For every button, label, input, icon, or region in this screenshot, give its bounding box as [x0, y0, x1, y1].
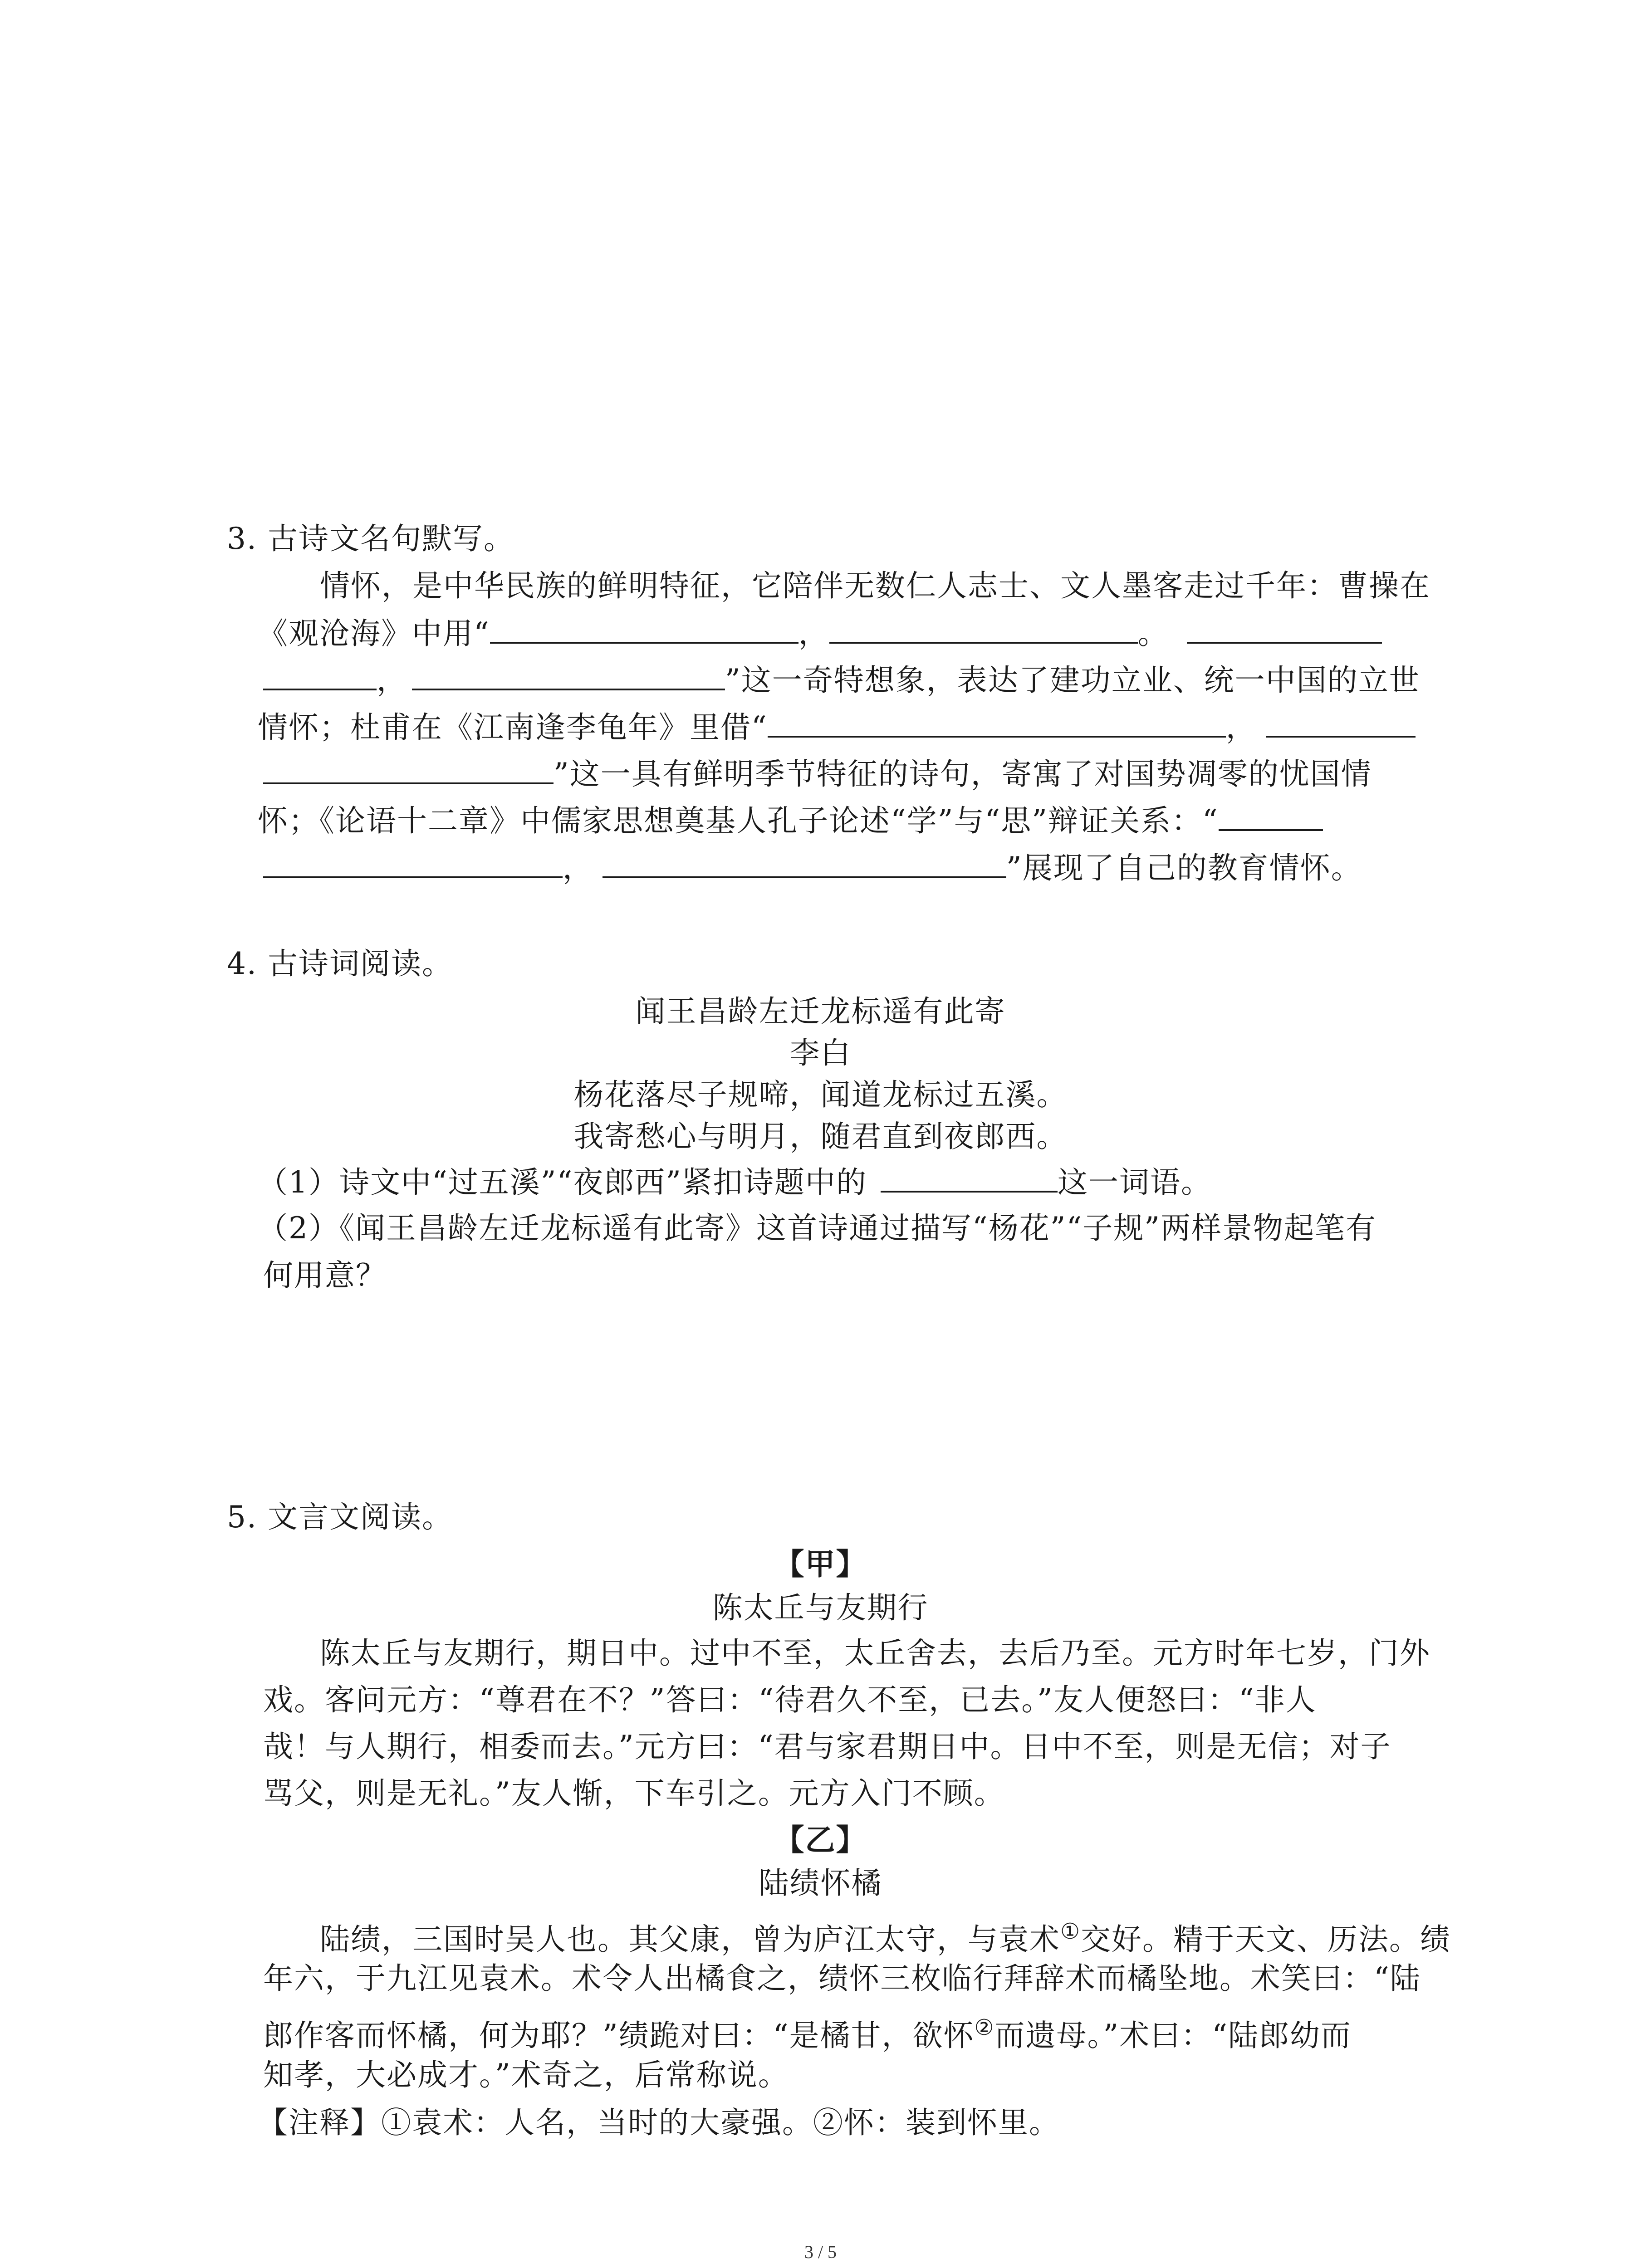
footnote-marker: ② — [974, 2015, 995, 2040]
poem-line-2: 我寄愁心与明月，随君直到夜郎西。 — [573, 1119, 1068, 1154]
answer-blank[interactable] — [768, 709, 1226, 738]
poem-line-1: 杨花落尽子规啼，闻道龙标过五溪。 — [573, 1077, 1068, 1112]
q3-line-2: 《观沧海》中用“ ， 。 — [258, 615, 1382, 652]
footnote-marker: ① — [1060, 1919, 1081, 1944]
answer-blank[interactable] — [1187, 615, 1382, 644]
answer-blank[interactable] — [263, 755, 554, 784]
passage-jia-line-2: 戏。客问元方：“尊君在不？”答曰：“待君久不至，已去。”友人便怒曰：“非人 — [263, 1682, 1317, 1717]
passage-jia-label: 【甲】 — [774, 1546, 867, 1582]
q4-title: 4. 古诗词阅读。 — [227, 946, 453, 981]
answer-blank[interactable] — [263, 661, 377, 690]
q5-title: 5. 文言文阅读。 — [227, 1500, 453, 1535]
q3-line-7: ， ”展现了自己的教育情怀。 — [263, 849, 1362, 886]
q3-title-text: 3. 古诗文名句默写。 — [227, 521, 514, 556]
passage-yi-line-2: 年六，于九江见袁术。术令人出橘食之，绩怀三枚临行拜辞术而橘坠地。术笑曰：“陆 — [263, 1961, 1421, 1996]
q3-line-1: 情怀，是中华民族的鲜明特征，它陪伴无数仁人志士、文人墨客走过千年：曹操在 — [320, 568, 1430, 603]
passage-jia-line-3: 哉！与人期行，相委而去。”元方曰：“君与家君期日中。日中不至，则是无信；对子 — [263, 1729, 1391, 1764]
page-number: 3 / 5 — [804, 2242, 837, 2262]
answer-blank[interactable] — [603, 849, 1006, 878]
q3-line-6: 怀；《论语十二章》中儒家思想奠基人孔子论述“学”与“思”辩证关系：“ — [258, 802, 1323, 839]
q4-sub-2-line-2: 何用意？ — [263, 1258, 387, 1293]
annotation-notes: 【注释】①袁术：人名，当时的大豪强。②怀：装到怀里。 — [258, 2105, 1060, 2140]
answer-blank[interactable] — [1219, 802, 1323, 831]
passage-yi-label: 【乙】 — [774, 1822, 867, 1857]
answer-blank[interactable] — [881, 1163, 1058, 1193]
answer-blank[interactable] — [412, 661, 725, 690]
answer-blank[interactable] — [490, 615, 798, 644]
q4-sub-1: （1）诗文中“过五溪”“夜郎西”紧扣诗题中的 这一词语。 — [258, 1163, 1212, 1201]
poem-title: 闻王昌龄左迁龙标遥有此寄 — [635, 994, 1006, 1029]
q4-sub-2-line-1: （2）《闻王昌龄左迁龙标遥有此寄》这首诗通过描写“杨花”“子规”两样景物起笔有 — [258, 1211, 1376, 1246]
answer-blank[interactable] — [829, 615, 1138, 644]
passage-jia-title: 陈太丘与友期行 — [712, 1590, 929, 1625]
answer-blank[interactable] — [1266, 709, 1416, 738]
q3-line-4: 情怀；杜甫在《江南逢李龟年》里借“ ， — [258, 709, 1416, 746]
passage-yi-line-3: 郎作客而怀橘，何为耶？”绩跪对曰：“是橘甘，欲怀②而遗母。”术曰：“陆郎幼而 — [263, 2015, 1352, 2053]
passage-yi-line-4: 知孝，大必成才。”术奇之，后常称说。 — [263, 2058, 789, 2092]
poem-author: 李白 — [789, 1036, 852, 1070]
passage-yi-title: 陆绩怀橘 — [759, 1866, 882, 1901]
passage-jia-line-1: 陈太丘与友期行，期日中。过中不至，太丘舍去，去后乃至。元方时年七岁，门外 — [320, 1636, 1430, 1671]
passage-yi-line-1: 陆绩，三国时吴人也。其父康，曾为庐江太守，与袁术①交好。精于天文、历法。绩 — [320, 1919, 1451, 1957]
q3-line-3: ， ”这一奇特想象，表达了建功立业、统一中国的立世 — [263, 661, 1420, 699]
answer-blank[interactable] — [263, 849, 563, 878]
q3-title — [227, 521, 514, 557]
q3-line-5: ”这一具有鲜明季节特征的诗句，寄寓了对国势凋零的忧国情 — [263, 755, 1372, 792]
passage-jia-line-4: 骂父，则是无礼。”友人惭，下车引之。元方入门不顾。 — [263, 1776, 1005, 1811]
